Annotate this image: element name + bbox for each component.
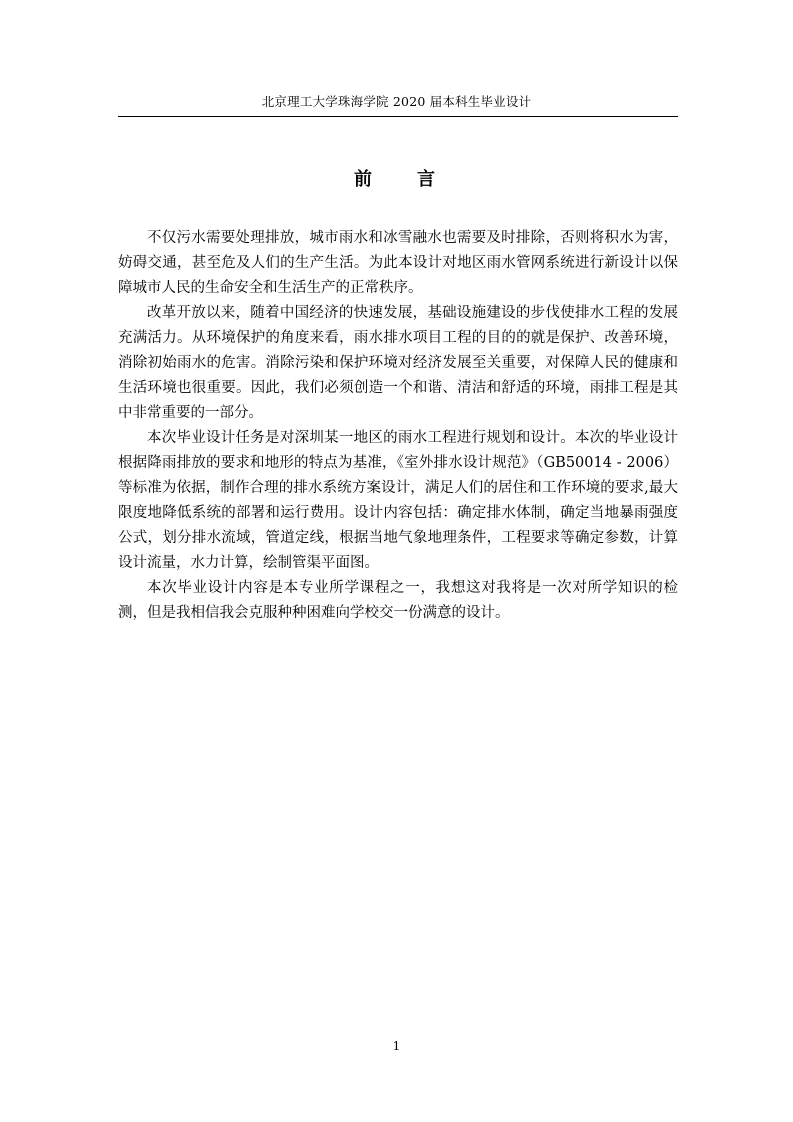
- paragraph-4: 本次毕业设计内容是本专业所学课程之一，我想这对我将是一次对所学知识的检测，但是我相信我会克服种种困难向学校交一份满意的设计。: [118, 580, 678, 621]
- page-number: 1: [392, 1039, 401, 1053]
- paragraph-2: 改革开放以来，随着中国经济的快速发展，基础设施建设的步伐使排水工程的发展充满活力。从环境保护的角度来看，雨水排水项目工程的目的的就是保护、改善环境，消除初始雨水的危害。消除污染和保护环境对经济发展至关重要，对保障人民的健康和生活环境也很重要。因此，我们必须创造一个和谐、清洁和舒适的环境，雨排工程是其中非常重要的一部分。: [118, 305, 678, 421]
- section-title: 前 言: [353, 169, 440, 190]
- paragraph-3: 本次毕业设计任务是对深圳某一地区的雨水工程进行规划和设计。本次的毕业设计根据降雨排放的要求和地形的特点为基准，《室外排水设计规范》（GB50014 - 2006）等标准为依据，制作合理的排水系统方案设计，满足人们的居住和工作环境的要求,最大限度地降低系统的部署和运行费用。设计内容包括：确定排水体制，确定当地暴雨强度公式，划分排水流域，管道定线，根据当地气象地理条件，工程要求等确定参数，计算设计流量，水力计算，绘制管渠平面图。: [118, 430, 678, 571]
- body-text: [118, 226, 678, 626]
- paragraph-1: 不仅污水需要处理排放，城市雨水和冰雪融水也需要及时排除，否则将积水为害，妨碍交通，甚至危及人们的生产生活。为此本设计对地区雨水管网系统进行新设计以保障城市人民的生命安全和生活生产的正常秩序。: [118, 230, 678, 296]
- header-rule: [118, 116, 678, 117]
- running-header: 北京理工大学珠海学院 2020 届本科生毕业设计: [261, 94, 532, 109]
